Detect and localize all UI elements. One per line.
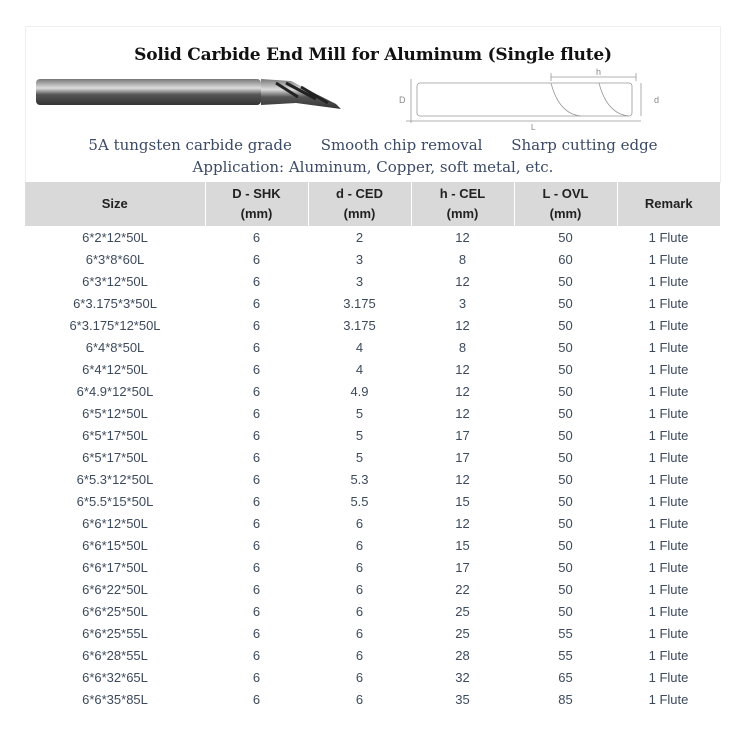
cell-d-shk: 6 [252, 427, 261, 443]
cell-remark: 1 Flute [648, 449, 689, 465]
feature-list [26, 136, 720, 154]
cell-size: 6*3.175*3*50L [73, 295, 157, 311]
cell-l-ovl: 50 [558, 449, 573, 465]
table-row [25, 336, 720, 358]
cell-remark: 1 Flute [648, 229, 689, 245]
cell-d-ced: 6 [355, 625, 364, 641]
cell-d-shk: 6 [252, 669, 261, 685]
header-label: h - CEL [439, 186, 486, 201]
cell-remark: 1 Flute [648, 471, 689, 487]
table-row [25, 380, 720, 402]
cell-d-ced: 6 [355, 559, 364, 575]
cell-l-ovl: 50 [558, 537, 573, 553]
spec-table [25, 182, 720, 710]
cell-l-ovl: 50 [558, 471, 573, 487]
column-header-remark [617, 182, 720, 226]
cell-h-cel: 8 [458, 251, 467, 267]
cell-remark: 1 Flute [648, 339, 689, 355]
cell-d-shk: 6 [252, 339, 261, 355]
cell-remark: 1 Flute [648, 647, 689, 663]
application-text: Application: Aluminum, Copper, soft metal, etc. [192, 158, 554, 176]
cell-size: 6*5.5*15*50L [76, 493, 154, 509]
end-mill-photo [36, 69, 366, 129]
header-unit: (mm) [343, 206, 376, 221]
table-row [25, 666, 720, 688]
cell-h-cel: 17 [455, 559, 470, 575]
cell-d-ced: 5.5 [350, 493, 369, 509]
cell-h-cel: 25 [455, 625, 470, 641]
dimension-diagram [371, 67, 671, 131]
header-unit: (mm) [549, 206, 582, 221]
cell-d-shk: 6 [252, 471, 261, 487]
table-row [25, 556, 720, 578]
cell-size: 6*6*25*50L [82, 603, 148, 619]
cell-remark: 1 Flute [648, 405, 689, 421]
cell-d-shk: 6 [252, 295, 261, 311]
cell-l-ovl: 50 [558, 427, 573, 443]
cell-d-shk: 6 [252, 515, 261, 531]
cell-remark: 1 Flute [648, 691, 689, 707]
cell-l-ovl: 50 [558, 273, 573, 289]
cell-d-ced: 3 [355, 273, 364, 289]
cell-d-shk: 6 [252, 493, 261, 509]
cell-h-cel: 28 [455, 647, 470, 663]
cell-size: 6*3.175*12*50L [69, 317, 161, 333]
column-header-l-ovl [514, 182, 617, 226]
table-header-row [25, 182, 720, 226]
cell-h-cel: 25 [455, 603, 470, 619]
table-row [25, 270, 720, 292]
cell-remark: 1 Flute [648, 273, 689, 289]
cell-l-ovl: 50 [558, 405, 573, 421]
cell-d-shk: 6 [252, 647, 261, 663]
cell-d-ced: 6 [355, 515, 364, 531]
cell-d-ced: 4 [355, 339, 364, 355]
cell-size: 6*4.9*12*50L [76, 383, 154, 399]
cell-d-shk: 6 [252, 449, 261, 465]
cell-l-ovl: 50 [558, 603, 573, 619]
cell-h-cel: 15 [455, 537, 470, 553]
cell-d-shk: 6 [252, 383, 261, 399]
column-header-size [25, 182, 205, 226]
cell-d-ced: 6 [355, 669, 364, 685]
cell-d-shk: 6 [252, 405, 261, 421]
cell-h-cel: 12 [455, 405, 470, 421]
table-row [25, 534, 720, 556]
cell-remark: 1 Flute [648, 383, 689, 399]
header-unit: (mm) [446, 206, 479, 221]
cell-d-ced: 6 [355, 647, 364, 663]
cell-d-ced: 5 [355, 405, 364, 421]
cell-size: 6*6*25*55L [82, 625, 148, 641]
header-label: Size [101, 196, 128, 211]
d-label: d [654, 95, 660, 105]
cell-remark: 1 Flute [648, 559, 689, 575]
header-label: d - CED [336, 186, 383, 201]
cell-l-ovl: 55 [558, 647, 573, 663]
cell-h-cel: 12 [455, 383, 470, 399]
cell-l-ovl: 50 [558, 295, 573, 311]
cell-h-cel: 8 [458, 339, 467, 355]
cell-size: 6*2*12*50L [82, 229, 148, 245]
cell-h-cel: 12 [455, 229, 470, 245]
cell-remark: 1 Flute [648, 427, 689, 443]
cell-d-shk: 6 [252, 251, 261, 267]
cell-h-cel: 15 [455, 493, 470, 509]
cell-size: 6*5*17*50L [82, 427, 148, 443]
cell-d-ced: 5 [355, 449, 364, 465]
cell-size: 6*5*12*50L [82, 405, 148, 421]
cell-d-shk: 6 [252, 603, 261, 619]
cell-h-cel: 35 [455, 691, 470, 707]
feature-grade: 5A tungsten carbide grade [88, 136, 292, 154]
cell-d-ced: 5.3 [350, 471, 369, 487]
cell-size: 6*6*35*85L [82, 691, 148, 707]
header-unit: (mm) [240, 206, 273, 221]
cell-h-cel: 12 [455, 273, 470, 289]
cell-d-shk: 6 [252, 691, 261, 707]
cell-l-ovl: 50 [558, 493, 573, 509]
table-row [25, 358, 720, 380]
feature-cutting-edge: Sharp cutting edge [511, 136, 658, 154]
cell-h-cel: 12 [455, 515, 470, 531]
cell-l-ovl: 60 [558, 251, 573, 267]
cell-d-shk: 6 [252, 361, 261, 377]
cell-remark: 1 Flute [648, 603, 689, 619]
column-header-d-shk [205, 182, 308, 226]
cell-remark: 1 Flute [648, 361, 689, 377]
header-label: L - OVL [542, 186, 589, 201]
table-row [25, 490, 720, 512]
table-row [25, 512, 720, 534]
cell-l-ovl: 85 [558, 691, 573, 707]
cell-size: 6*3*12*50L [82, 273, 148, 289]
cell-h-cel: 12 [455, 471, 470, 487]
cell-h-cel: 12 [455, 317, 470, 333]
cell-remark: 1 Flute [648, 251, 689, 267]
product-title: Solid Carbide End Mill for Aluminum (Single flute) [134, 45, 612, 65]
cell-d-ced: 5 [355, 427, 364, 443]
cell-h-cel: 17 [455, 427, 470, 443]
table-row [25, 248, 720, 270]
table-row [25, 468, 720, 490]
table-row [25, 402, 720, 424]
cell-l-ovl: 50 [558, 383, 573, 399]
cell-size: 6*3*8*60L [85, 251, 145, 267]
cell-size: 6*6*22*50L [82, 581, 148, 597]
cell-size: 6*5*17*50L [82, 449, 148, 465]
cell-size: 6*4*12*50L [82, 361, 148, 377]
cell-remark: 1 Flute [648, 515, 689, 531]
cell-remark: 1 Flute [648, 669, 689, 685]
cell-remark: 1 Flute [648, 625, 689, 641]
cell-h-cel: 32 [455, 669, 470, 685]
cell-d-shk: 6 [252, 537, 261, 553]
cell-size: 6*6*28*55L [82, 647, 148, 663]
table-row [25, 578, 720, 600]
cell-size: 6*4*8*50L [85, 339, 145, 355]
cell-d-ced: 6 [355, 581, 364, 597]
cell-l-ovl: 50 [558, 229, 573, 245]
cell-d-shk: 6 [252, 559, 261, 575]
h-label: h [596, 67, 602, 77]
cell-size: 6*6*17*50L [82, 559, 148, 575]
L-label: L [531, 123, 536, 131]
header-label: D - SHK [232, 186, 281, 201]
cell-l-ovl: 50 [558, 581, 573, 597]
table-row [25, 600, 720, 622]
cell-h-cel: 3 [458, 295, 467, 311]
product-header-card [25, 26, 721, 183]
cell-d-ced: 3 [355, 251, 364, 267]
table-row [25, 688, 720, 710]
table-row [25, 424, 720, 446]
cell-l-ovl: 50 [558, 515, 573, 531]
table-row [25, 622, 720, 644]
cell-l-ovl: 50 [558, 559, 573, 575]
cell-d-ced: 6 [355, 537, 364, 553]
column-header-d-ced [308, 182, 411, 226]
cell-d-ced: 2 [355, 229, 364, 245]
cell-d-shk: 6 [252, 273, 261, 289]
cell-size: 6*5.3*12*50L [76, 471, 154, 487]
cell-l-ovl: 55 [558, 625, 573, 641]
cell-d-ced: 4.9 [350, 383, 369, 399]
cell-h-cel: 22 [455, 581, 470, 597]
feature-chip-removal: Smooth chip removal [320, 136, 483, 154]
table-row [25, 226, 720, 248]
cell-remark: 1 Flute [648, 537, 689, 553]
cell-l-ovl: 65 [558, 669, 573, 685]
cell-d-ced: 6 [355, 603, 364, 619]
D-label: D [399, 95, 406, 105]
cell-d-ced: 3.175 [343, 317, 376, 333]
cell-d-ced: 3.175 [343, 295, 376, 311]
cell-size: 6*6*12*50L [82, 515, 148, 531]
column-header-h-cel [411, 182, 514, 226]
table-row [25, 314, 720, 336]
cell-d-shk: 6 [252, 229, 261, 245]
cell-remark: 1 Flute [648, 581, 689, 597]
cell-size: 6*6*32*65L [82, 669, 148, 685]
cell-remark: 1 Flute [648, 295, 689, 311]
cell-l-ovl: 50 [558, 361, 573, 377]
cell-d-ced: 4 [355, 361, 364, 377]
cell-l-ovl: 50 [558, 317, 573, 333]
table-row [25, 644, 720, 666]
cell-d-ced: 6 [355, 691, 364, 707]
cell-remark: 1 Flute [648, 493, 689, 509]
cell-d-shk: 6 [252, 581, 261, 597]
cell-remark: 1 Flute [648, 317, 689, 333]
table-row [25, 446, 720, 468]
cell-h-cel: 17 [455, 449, 470, 465]
cell-l-ovl: 50 [558, 339, 573, 355]
table-row [25, 292, 720, 314]
cell-h-cel: 12 [455, 361, 470, 377]
header-label: Remark [644, 196, 693, 211]
cell-size: 6*6*15*50L [82, 537, 148, 553]
cell-d-shk: 6 [252, 317, 261, 333]
cell-d-shk: 6 [252, 625, 261, 641]
